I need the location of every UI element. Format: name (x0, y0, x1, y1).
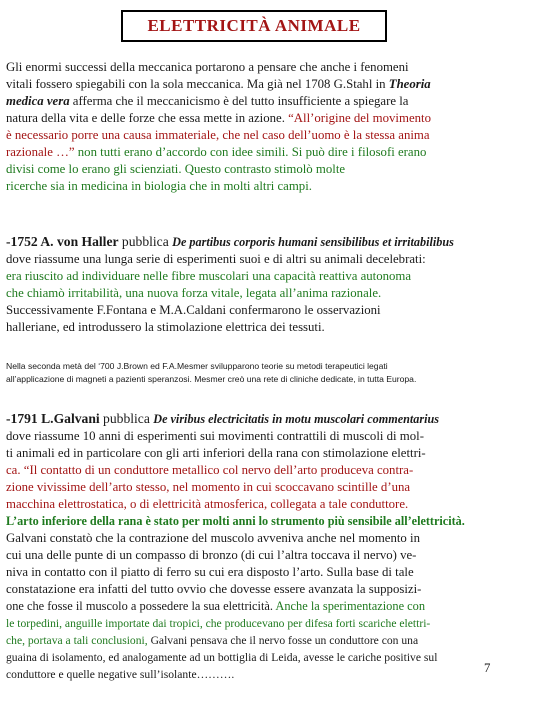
text-line (6, 110, 431, 127)
text-line: divisi come lo erano gli scienziati. Questo contrasto stimolò molte (6, 162, 346, 176)
galvani-paragraph (6, 410, 465, 683)
text-line (6, 93, 431, 110)
text-span: non tutti erano d’accordo con idee simili. Si può dire i filosofi erano (77, 145, 427, 159)
text-line: macchina elettrostatica, o di elettricità atmosferica, collegata a tale conduttore. (6, 497, 409, 511)
text-line: constatazione era infatti del tutto ovvio che dovesse essere avanzata la supposizi- (6, 582, 422, 596)
page-title: ELETTRICITÀ ANIMALE (121, 10, 387, 42)
text-line (6, 632, 465, 649)
highlight-line: L’arto inferiore della rana è stato per molti anni lo strumento più sensibile all’elettricità. (6, 514, 465, 528)
text-line: dove riassume 10 anni di esperimenti sui movimenti contrattili di muscoli di mol- (6, 429, 424, 443)
text-line: ca. “Il contatto di un conduttore metallico col nervo dell’arto produceva contra- (6, 463, 414, 477)
text-line: all’applicazione di magneti a pazienti speranzosi. Mesmer creò una rete di cliniche dedicate, in tutta Europa. (6, 374, 417, 384)
text-span: one che fosse il muscolo a possedere la sua elettricità. (6, 599, 276, 613)
text-line: guaina di isolamento, ed analogamente ad un bottiglia di Leida, avesse le cariche positive sul (6, 651, 438, 664)
mesmer-note (6, 360, 416, 386)
text-line (6, 144, 431, 161)
text-line: le torpedini, anguille importate dai tropici, che producevano per difesa forti scariche elettri- (6, 617, 431, 630)
haller-paragraph (6, 233, 454, 336)
text-line: ricerche sia in medicina in biologia che in molti altri campi. (6, 179, 312, 193)
work-title: De partibus corporis humani sensibilibus et irritabilibus (172, 235, 454, 249)
text-line: Gli enormi successi della meccanica portarono a pensare che anche i fenomeni (6, 60, 409, 74)
work-title: De viribus electricitatis in motu muscolari commentarius (153, 412, 440, 426)
text-span: natura della vita e delle forze che essa mette in azione. (6, 111, 289, 125)
text-span: pubblica (118, 234, 173, 249)
text-line: Galvani constatò che la contrazione del muscolo avveniva anche nel momento in (6, 531, 420, 545)
text-line: zione vivissime dell’arto stesso, nel momento in cui scoccavano scintille d’una (6, 480, 411, 494)
text-line: niva in contatto con il piatto di ferro su cui era disposto l’arto. Sulla base di tale (6, 565, 414, 579)
text-span: pubblica (99, 411, 154, 426)
text-line: Successivamente F.Fontana e M.A.Caldani confermarono le osservazioni (6, 303, 381, 317)
text-line: dove riassume una lunga serie di esperimenti suoi e di altri su animali decelebrati: (6, 252, 426, 266)
text-line: Nella seconda metà del ‘700 J.Brown ed F.A.Mesmer svilupparono teorie su metodi terapeutici legati (6, 361, 388, 371)
text-line (6, 410, 465, 428)
text-line: ti animali ed in particolare con gli arti inferiori della rana con stimolazione elettri- (6, 446, 426, 460)
text-span: Anche la sperimentazione con (275, 599, 426, 613)
text-span: afferma che il meccanicismo è del tutto insufficiente a spiegare la (69, 94, 409, 108)
text-span: che, portava a tali conclusioni, (6, 634, 151, 647)
text-line: è necessario porre una causa immateriale, che nel caso dell’uomo è la stessa anima (6, 128, 430, 142)
page-number: 7 (484, 661, 491, 675)
quote-span: “All’origine del movimento (288, 111, 431, 125)
text-line: conduttore e quelle negative sull’isolante………. (6, 668, 235, 681)
entry-heading: -1791 L.Galvani (6, 411, 100, 426)
text-line: era riuscito ad individuare nelle fibre muscolari una capacità reattiva autonoma (6, 269, 412, 283)
entry-heading: -1752 A. von Haller (6, 234, 119, 249)
intro-paragraph (6, 59, 431, 195)
text-line (6, 76, 431, 93)
text-line (6, 233, 454, 251)
work-title: medica vera (6, 94, 70, 108)
quote-span: razionale …” (6, 145, 78, 159)
text-span: vitali fossero spiegabili con la sola meccanica. Ma già nel 1708 G.Stahl in (6, 77, 389, 91)
text-line (6, 598, 465, 615)
text-span: Galvani pensava che il nervo fosse un conduttore con una (150, 634, 419, 647)
text-line: che chiamò irritabilità, una nuova forza vitale, legata all’anima razionale. (6, 286, 382, 300)
work-title: Theoria (388, 77, 431, 91)
text-line: cui una delle punte di un compasso di bronzo (di cui l’altra toccava il nervo) ve- (6, 548, 417, 562)
text-line: halleriane, ed introdussero la stimolazione elettrica dei tessuti. (6, 320, 325, 334)
